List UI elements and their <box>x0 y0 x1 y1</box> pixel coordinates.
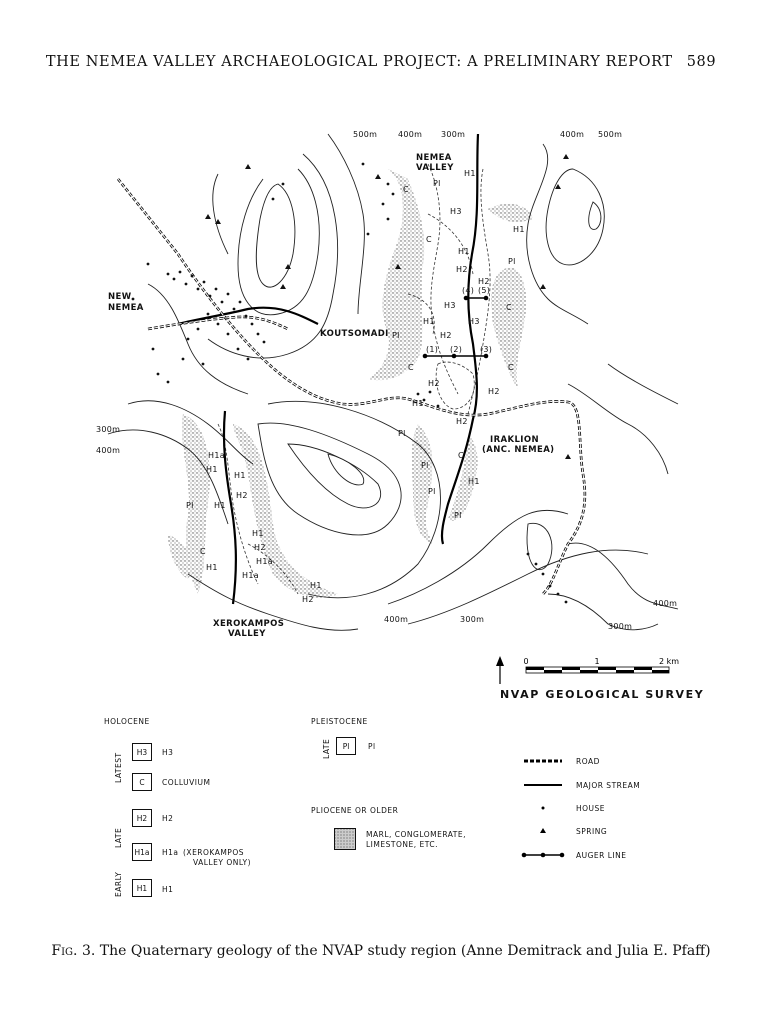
survey-title: NVAP GEOLOGICAL SURVEY <box>500 688 705 701</box>
unit-label: H3 <box>468 317 480 326</box>
legend-label-h1a: H1a <box>162 848 179 857</box>
legend-pleistocene-title: PLEISTOCENE <box>311 717 368 726</box>
unit-label: C <box>403 185 409 194</box>
place-name-nemea-valley: VALLEY <box>416 163 454 173</box>
auger-point-label: (4) <box>462 286 475 295</box>
major-streams <box>178 134 478 604</box>
unit-label: C <box>506 303 512 312</box>
legend-holocene-title: HOLOCENE <box>104 717 150 726</box>
unit-label: H1 <box>214 501 226 510</box>
unit-label: H2 <box>440 331 452 340</box>
scale-bar-segment <box>562 667 580 670</box>
place-name-new-nemea: NEMEA <box>108 303 144 313</box>
unit-label: H2 <box>456 417 468 426</box>
contour-label: 300m <box>608 622 633 631</box>
place-name-new-nemea: NEW <box>108 292 132 302</box>
legend-note-h1a: VALLEY ONLY) <box>193 858 252 867</box>
house-symbol-icon <box>542 807 545 810</box>
unit-label: H1 <box>234 471 246 480</box>
auger-point-labels <box>426 286 492 354</box>
unit-label: H1 <box>458 247 470 256</box>
place-name-xerokampos: VALLEY <box>228 629 266 639</box>
scale-bar-segment <box>652 670 669 673</box>
auger-point-label: (3) <box>480 345 493 354</box>
contour-label: 500m <box>598 130 623 139</box>
unit-label: H3 <box>444 301 456 310</box>
contour-label: 400m <box>398 130 423 139</box>
unit-label: C <box>458 451 464 460</box>
unit-label: C <box>508 363 514 372</box>
place-name-koutsomadi: KOUTSOMADI <box>320 329 389 339</box>
legend-side-early: EARLY <box>114 871 123 897</box>
place-names <box>108 153 554 639</box>
unit-label: H2 <box>236 491 248 500</box>
unit-label: H1 <box>252 529 264 538</box>
legend-symbol-house: HOUSE <box>576 804 606 813</box>
scale-bar-segment <box>544 670 562 673</box>
unit-label: H1a <box>256 557 273 566</box>
legend-symbol-spring: SPRING <box>576 827 608 836</box>
scale-bar-segment <box>580 670 598 673</box>
scale-bar-segment <box>526 667 544 670</box>
unit-label: Pl <box>421 461 429 470</box>
auger-symbol-icon <box>522 853 527 858</box>
legend-box-h2: H2 <box>132 809 152 827</box>
contour-label: 300m <box>441 130 466 139</box>
unit-label: Pl <box>428 487 436 496</box>
unit-label: Pl <box>508 257 516 266</box>
legend-box-h1a: H1a <box>132 843 152 861</box>
place-name-iraklion: IRAKLION <box>490 435 539 445</box>
auger-symbol-icon <box>541 853 546 858</box>
figure-caption-text: The Quaternary geology of the NVAP study region (Anne Demitrack and Julia E. Pfaff) <box>99 943 711 959</box>
legend-pliocene-title: PLIOCENE OR OLDER <box>311 806 399 815</box>
legend-label-marl: LIMESTONE, ETC. <box>366 840 438 849</box>
unit-label: C <box>408 363 414 372</box>
unit-label: H1 <box>513 225 525 234</box>
unit-label: C <box>426 235 432 244</box>
scale-bar-segment <box>616 670 634 673</box>
place-name-iraklion: (ANC. NEMEA) <box>482 445 555 455</box>
contour-label: 400m <box>560 130 585 139</box>
page-number: 589 <box>686 54 717 70</box>
contour-label: 400m <box>653 599 678 608</box>
legend-label-h1: H1 <box>162 885 174 894</box>
legend-symbol-stream: MAJOR STREAM <box>576 781 641 790</box>
unit-label: H2 <box>488 387 500 396</box>
spring-symbol-icon <box>540 828 546 833</box>
legend-label-colluvium: COLLUVIUM <box>162 778 211 787</box>
geology-map <box>88 124 688 654</box>
unit-label: H1 <box>206 465 218 474</box>
scale-tick: 2 km <box>658 657 680 666</box>
contour-label: 300m <box>460 615 485 624</box>
auger-point-label: (5) <box>478 286 491 295</box>
symbol-legend-icons <box>520 755 580 865</box>
legend-label-marl: MARL, CONGLOMERATE, <box>366 830 467 839</box>
legend-label-h3: H3 <box>162 748 174 757</box>
unit-label: Pl <box>186 501 194 510</box>
legend-box-h1: H1 <box>132 879 152 897</box>
scale-bar-segment <box>634 667 652 670</box>
unit-label: H1 <box>423 317 435 326</box>
unit-label: Pl <box>454 511 462 520</box>
running-header <box>0 54 762 70</box>
legend-box-colluvium: C <box>132 773 152 791</box>
unit-label: H1 <box>412 399 424 408</box>
auger-point-label: (1) <box>426 345 439 354</box>
contour-label: 400m <box>384 615 409 624</box>
auger-symbol-icon <box>560 853 565 858</box>
scale-tick: 0 <box>523 657 529 666</box>
unit-label: H3 <box>450 207 462 216</box>
unit-label: H2 <box>478 277 490 286</box>
unit-label: H2 <box>456 265 468 274</box>
place-name-xerokampos: XEROKAMPOS <box>213 619 285 629</box>
scale-tick: 1 <box>594 657 600 666</box>
north-arrow-head-icon <box>496 656 504 666</box>
legend-box-h3: H3 <box>132 743 152 761</box>
scale-bar <box>490 650 690 710</box>
legend-symbol-auger: AUGER LINE <box>576 851 627 860</box>
legend-side-late-pleistocene: LATE <box>322 738 331 759</box>
legend-box-pl: Pl <box>336 737 356 755</box>
unit-label: H2 <box>302 595 314 604</box>
unit-label: Pl <box>392 331 400 340</box>
unit-label: H1 <box>310 581 322 590</box>
unit-label: Pl <box>433 179 441 188</box>
unit-label: H2 <box>428 379 440 388</box>
legend-symbol-road: ROAD <box>576 757 600 766</box>
scale-bar-segment <box>598 667 616 670</box>
unit-label: H1a <box>208 451 225 460</box>
figure-caption <box>0 943 762 959</box>
legend-label-pl: Pl <box>368 742 376 751</box>
unit-label: H1a <box>242 571 259 580</box>
legend-note-h1a: (XEROKAMPOS <box>183 848 244 857</box>
unit-label: H1 <box>464 169 476 178</box>
auger-point-label: (2) <box>450 345 463 354</box>
header-title: THE NEMEA VALLEY ARCHAEOLOGICAL PROJECT: A PRELIMINARY REPORT <box>45 54 673 70</box>
legend-label-h2: H2 <box>162 814 174 823</box>
unit-label: C <box>200 547 206 556</box>
legend-side-latest: LATEST <box>114 752 123 783</box>
unit-label: H1 <box>468 477 480 486</box>
unit-label: H1 <box>206 563 218 572</box>
contour-label: 300m <box>96 425 121 434</box>
place-name-nemea-valley: NEMEA <box>416 153 452 163</box>
legend-box-marl <box>334 828 356 850</box>
unit-label: Pl <box>398 429 406 438</box>
legend-side-late: LATE <box>114 827 123 848</box>
contour-label: 500m <box>353 130 378 139</box>
figure-number: Fig. 3. <box>51 943 96 959</box>
contour-label: 400m <box>96 446 121 455</box>
unit-label: H2 <box>254 543 266 552</box>
